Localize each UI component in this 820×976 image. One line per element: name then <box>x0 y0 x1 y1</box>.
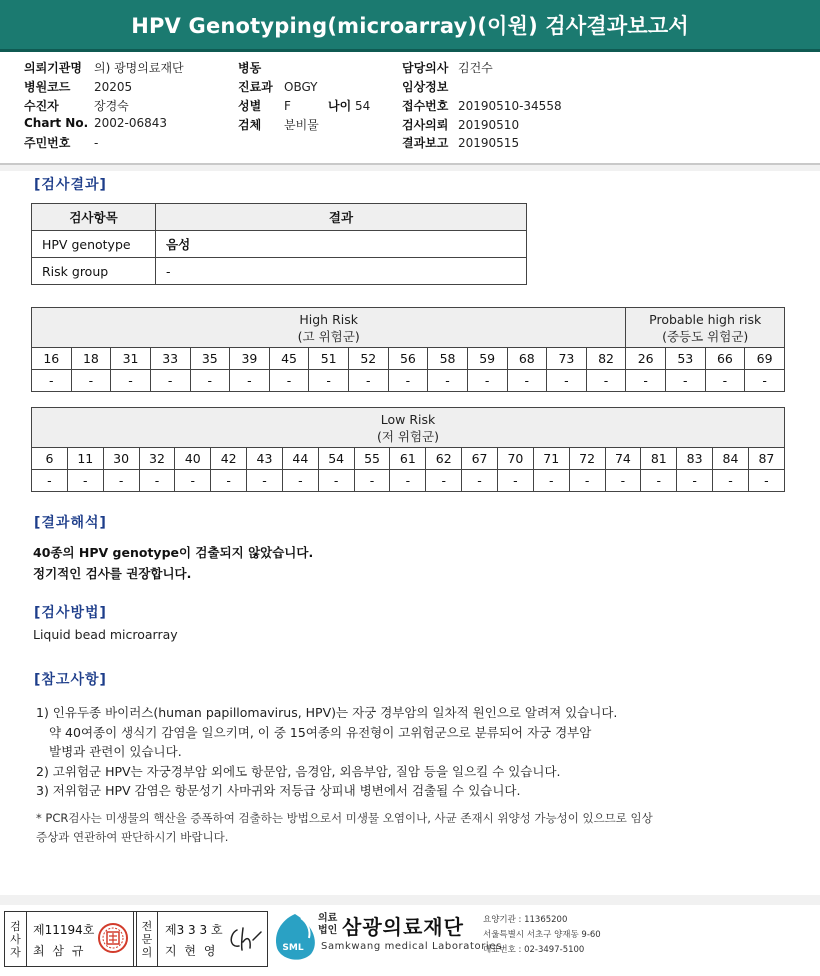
hpv-result-cell: - <box>103 470 139 492</box>
hpv-result-cell: - <box>748 470 784 492</box>
low-risk-values-row <box>32 470 785 492</box>
hpv-result-cell: - <box>677 470 713 492</box>
hpv-result-cell: - <box>745 370 785 392</box>
hpv-result-cell: - <box>426 470 462 492</box>
hpv-type-cell: 54 <box>318 448 354 470</box>
hpv-result-cell: - <box>190 370 230 392</box>
hpv-type-cell: 42 <box>211 448 247 470</box>
hpv-type-cell: 40 <box>175 448 211 470</box>
hpv-result-cell: - <box>533 470 569 492</box>
result-value: - <box>156 258 527 285</box>
method-text: Liquid bead microarray <box>33 627 178 642</box>
hpv-type-cell: 31 <box>111 348 151 370</box>
hpv-type-cell: 45 <box>269 348 309 370</box>
hpv-type-cell: 61 <box>390 448 426 470</box>
hpv-type-cell: 66 <box>705 348 745 370</box>
hpv-type-cell: 35 <box>190 348 230 370</box>
hpv-result-cell: - <box>428 370 468 392</box>
divider <box>0 165 820 171</box>
section-interpretation-heading: [결과해석] <box>34 515 107 531</box>
hpv-result-cell: - <box>626 370 666 392</box>
info-report-date: 결과보고 20190515 <box>402 136 520 150</box>
hpv-type-cell: 71 <box>533 448 569 470</box>
hpv-result-cell: - <box>462 470 498 492</box>
hpv-result-cell: - <box>605 470 641 492</box>
interpretation-text: 40종의 HPV genotype이 검출되지 않았습니다. 정기적인 검사를 권장합니다. <box>33 545 314 581</box>
hpv-type-cell: 51 <box>309 348 349 370</box>
hpv-result-cell: - <box>282 470 318 492</box>
info-sex: 성별 F 나이 54 <box>238 99 371 113</box>
high-risk-group-header: High Risk (고 위험군) <box>32 308 626 348</box>
hpv-result-cell: - <box>139 470 175 492</box>
result-header-item: 검사항목 <box>32 204 156 231</box>
hpv-type-cell: 32 <box>139 448 175 470</box>
hpv-result-cell: - <box>67 470 103 492</box>
info-institution: 의뢰기관명 의) 광명의료재단 <box>24 61 184 75</box>
org-name: 삼광의료재단 <box>342 915 464 939</box>
info-patient-name: 수진자 장경숙 <box>24 99 129 113</box>
result-value: 음성 <box>156 231 527 258</box>
high-risk-table <box>31 307 785 392</box>
hpv-type-cell: 30 <box>103 448 139 470</box>
section-notes-heading: [참고사항] <box>34 672 107 688</box>
hpv-type-cell: 69 <box>745 348 785 370</box>
info-request-date: 검사의뢰 20190510 <box>402 118 520 132</box>
footer-divider <box>0 895 820 905</box>
org-contact: 요양기관 : 11365200 서울특별시 서초구 양재동 9-60 대표번호 : 02-3497-5100 <box>483 915 601 955</box>
footnote: * PCR검사는 미생물의 핵산을 증폭하여 검출하는 방법으로서 미생물 오염이나, 사균 존재시 위양성 가능성이 있으므로 임상 증상과 연관하여 판단하시기 바랍니다. <box>36 811 653 844</box>
hpv-type-cell: 43 <box>247 448 283 470</box>
hpv-type-cell: 62 <box>426 448 462 470</box>
hpv-type-cell: 82 <box>586 348 626 370</box>
info-department: 진료과 OBGY <box>238 80 318 94</box>
hpv-type-cell: 44 <box>282 448 318 470</box>
hpv-result-cell: - <box>318 470 354 492</box>
hpv-type-cell: 11 <box>67 448 103 470</box>
info-specimen: 검체 분비물 <box>238 118 319 132</box>
result-item: Risk group <box>32 258 156 285</box>
org-name-en: Samkwang medical Laboratories <box>321 941 502 952</box>
hpv-result-cell: - <box>547 370 587 392</box>
specialist-name: 지 현 영 <box>165 944 218 958</box>
tester-name: 최 삼 규 <box>33 944 86 958</box>
hpv-type-cell: 68 <box>507 348 547 370</box>
specialist-label: 전 문 의 <box>136 912 158 966</box>
table-row <box>32 258 527 285</box>
hpv-type-cell: 33 <box>150 348 190 370</box>
result-item: HPV genotype <box>32 231 156 258</box>
hpv-type-cell: 39 <box>230 348 270 370</box>
hpv-type-cell: 59 <box>467 348 507 370</box>
signature-box <box>4 911 268 967</box>
hpv-result-cell: - <box>497 470 533 492</box>
hpv-result-cell: - <box>569 470 605 492</box>
hpv-type-cell: 81 <box>641 448 677 470</box>
hpv-type-cell: 83 <box>677 448 713 470</box>
info-doctor: 담당의사 김건수 <box>402 61 493 75</box>
hpv-result-cell: - <box>641 470 677 492</box>
hpv-result-cell: - <box>586 370 626 392</box>
hpv-type-cell: 70 <box>497 448 533 470</box>
hpv-result-cell: - <box>349 370 389 392</box>
info-clinical: 임상정보 <box>402 80 449 94</box>
corp-label: 의료 법인 <box>318 913 338 936</box>
tester-label: 검 사 자 <box>5 912 27 966</box>
hpv-type-cell: 74 <box>605 448 641 470</box>
hpv-result-cell: - <box>71 370 111 392</box>
hpv-result-cell: - <box>666 370 706 392</box>
info-resident-no: 주민번호 - <box>24 136 99 150</box>
hpv-result-cell: - <box>705 370 745 392</box>
hpv-result-cell: - <box>269 370 309 392</box>
hpv-result-cell: - <box>354 470 390 492</box>
hpv-type-cell: 16 <box>32 348 72 370</box>
hpv-result-cell: - <box>388 370 428 392</box>
report-title: HPV Genotyping(microarray)(이원) 검사결과보고서 <box>0 0 820 52</box>
hpv-type-cell: 72 <box>569 448 605 470</box>
tester-license: 제11194호 <box>33 923 95 937</box>
hpv-type-cell: 58 <box>428 348 468 370</box>
result-header-result: 결과 <box>156 204 527 231</box>
hpv-result-cell: - <box>150 370 190 392</box>
hpv-result-cell: - <box>230 370 270 392</box>
sml-logo-icon <box>271 912 319 964</box>
hpv-result-cell: - <box>309 370 349 392</box>
table-row <box>32 231 527 258</box>
hpv-result-cell: - <box>32 370 72 392</box>
low-risk-types-row <box>32 448 785 470</box>
seal-stamp-icon <box>97 922 129 954</box>
info-receipt-no: 접수번호 20190510-34558 <box>402 99 562 113</box>
hpv-result-cell: - <box>467 370 507 392</box>
hpv-type-cell: 67 <box>462 448 498 470</box>
patient-info <box>0 52 820 165</box>
hpv-type-cell: 52 <box>349 348 389 370</box>
hpv-result-cell: - <box>390 470 426 492</box>
hpv-type-cell: 84 <box>713 448 749 470</box>
info-chart-no: Chart No. 2002-06843 <box>24 116 168 130</box>
info-ward: 병동 <box>238 61 262 75</box>
section-result-heading: [검사결과] <box>34 177 107 193</box>
info-hospital-code: 병원코드 20205 <box>24 80 133 94</box>
hpv-result-cell: - <box>32 470 68 492</box>
high-risk-values-row <box>32 370 785 392</box>
hpv-result-cell: - <box>713 470 749 492</box>
hpv-type-cell: 6 <box>32 448 68 470</box>
hpv-type-cell: 73 <box>547 348 587 370</box>
specialist-license: 제3 3 3 호 <box>165 923 223 937</box>
hpv-result-cell: - <box>247 470 283 492</box>
high-risk-types-row <box>32 348 785 370</box>
notes-list: 1) 인유두종 바이러스(human papillomavirus, HPV)는 자궁 경부암의 일차적 원인으로 알려져 있습니다. 약 40여종이 생식기 감염을 일으키며, 이 중 15여종의 유전형이 고위험군으로 분류되어 자궁 경부암 발병과 관련이 있습니다. 2) 고위험군 HPV는 자궁경부암 외에도 항문암, 음경암, 외음부암, 질암 등을 일으킬 수 있습니다. 3) 저위험군 HPV 감염은 항문성기 사마귀와 저등급 상피내 병변에서 검출될 수 있습니다. <box>36 705 618 798</box>
svg-text:SML: SML <box>282 943 304 953</box>
low-risk-table <box>31 407 785 492</box>
hpv-result-cell: - <box>211 470 247 492</box>
hpv-type-cell: 56 <box>388 348 428 370</box>
signature-icon <box>225 922 265 956</box>
section-method-heading: [검사방법] <box>34 605 107 621</box>
hpv-type-cell: 53 <box>666 348 706 370</box>
hpv-result-cell: - <box>507 370 547 392</box>
result-table <box>31 203 527 285</box>
hpv-type-cell: 26 <box>626 348 666 370</box>
low-risk-group-header: Low Risk (저 위험군) <box>32 408 785 448</box>
hpv-type-cell: 55 <box>354 448 390 470</box>
hpv-type-cell: 87 <box>748 448 784 470</box>
hpv-result-cell: - <box>175 470 211 492</box>
probable-high-risk-group-header: Probable high risk (중등도 위험군) <box>626 308 785 348</box>
hpv-type-cell: 18 <box>71 348 111 370</box>
hpv-result-cell: - <box>111 370 151 392</box>
